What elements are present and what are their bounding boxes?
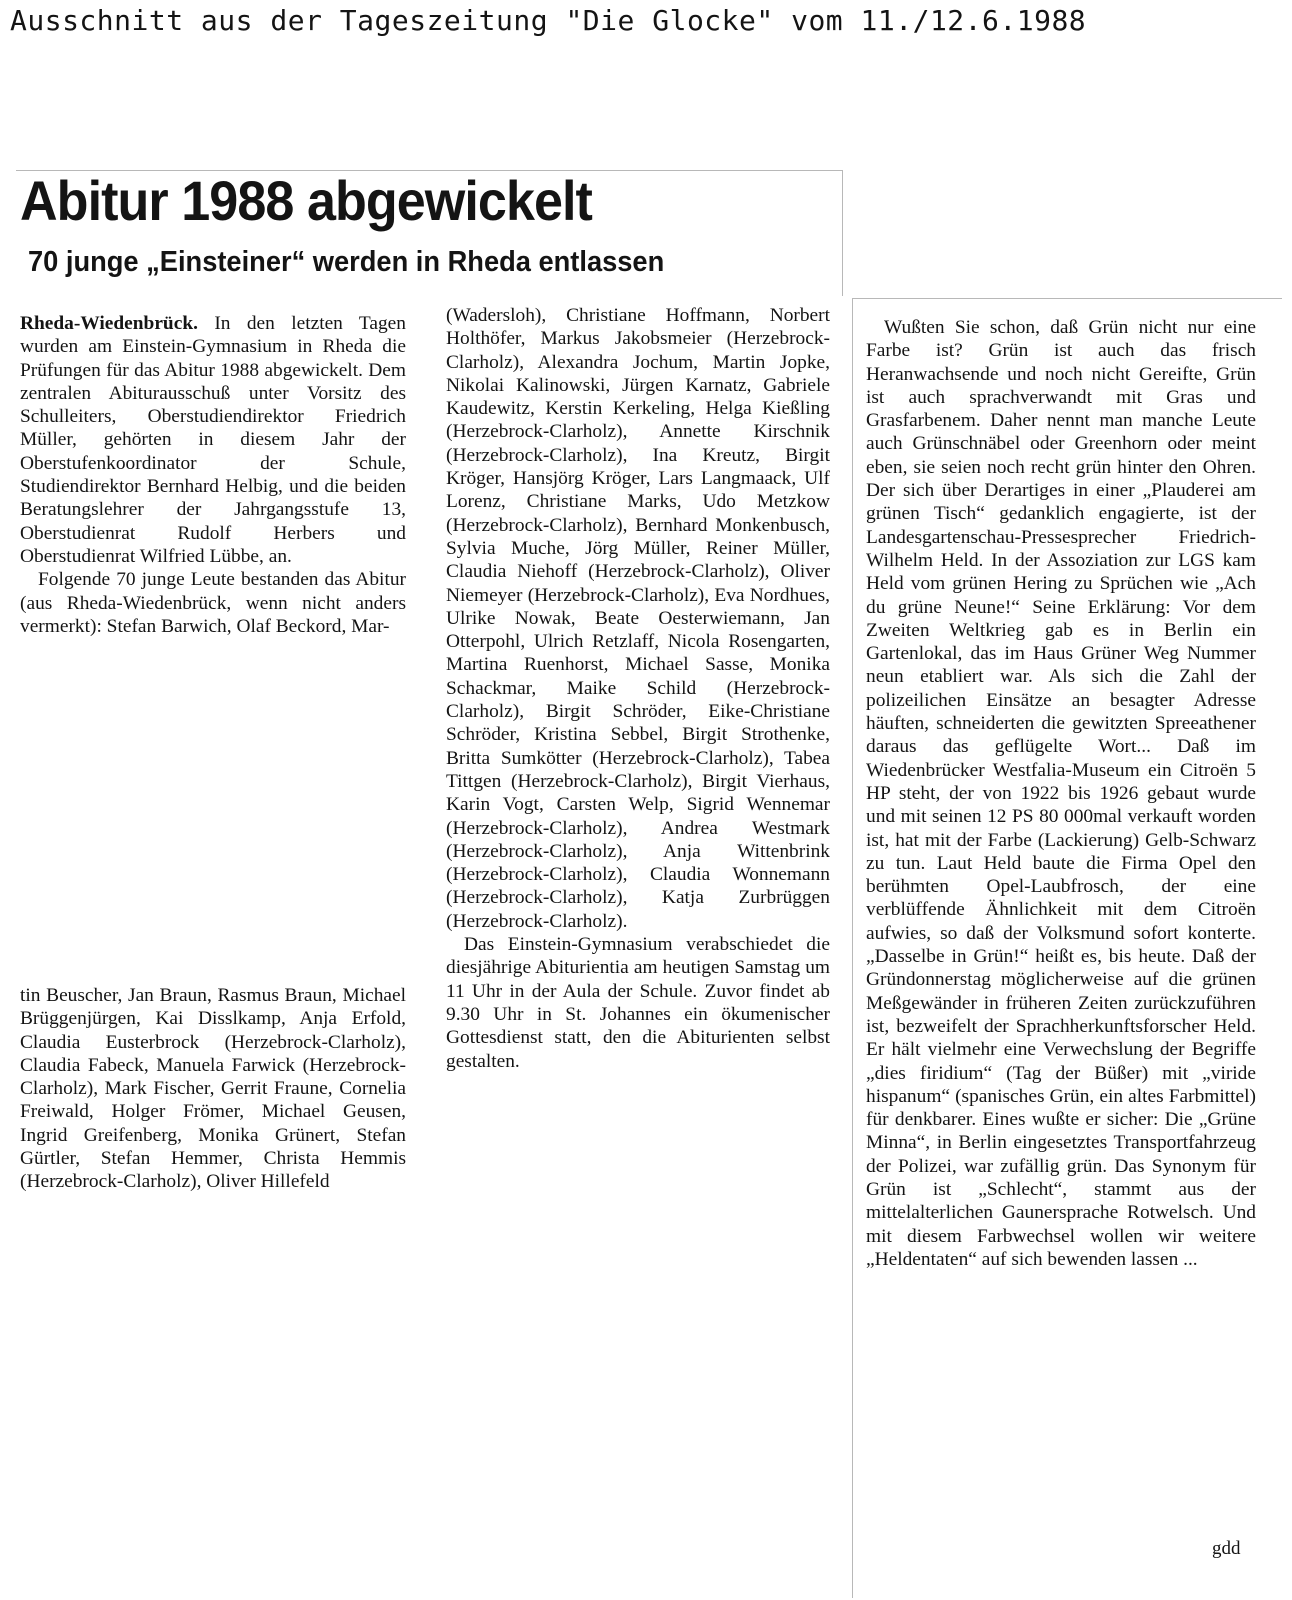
ceremony-paragraph: Das Einstein-Gymnasium verabschiedet die diesjährige Abiturientia am heutigen Samstag um 11 Uhr in der Aula der Schule. Zuvor findet ab 9.30 Uhr in St. Johannes ein ökumenischer Gottesdienst statt, den die Abiturienten selbst gestalten. <box>446 934 830 1072</box>
headline: Abitur 1988 abgewickelt <box>20 169 592 232</box>
sidebar-frame-top <box>852 298 1282 299</box>
intro-text: In den letzten Tagen wurden am Einstein-Gymnasium in Rheda die Prüfungen für das Abitur 1988 abgewickelt. Dem zentralen Abiturausschuß unter Vorsitz des Schulleiters, Oberstudiendirektor Friedrich Müller, gehörten in diesem Jahr der Oberstufenkoordinator der Schule, Studiendirektor Bernhard Helbig, und die beiden Beratungslehrer der Jahrgangsstufe 13, Oberstudienrat Rudolf Herbers und Oberstudienrat Wilfried Lübbe, an. <box>20 313 406 567</box>
source-caption: Ausschnitt aus der Tageszeitung "Die Glocke" vom 11./12.6.1988 <box>10 4 1087 37</box>
graduates-list-part-2: (Wadersloh), Christiane Hoffmann, Norbert Holthöfer, Markus Jakobsmeier (Herzebrock-Clarholz), Alexandra Jochum, Martin Jopke, Nikolai Kalinowski, Jürgen Karnatz, Gabriele Kaudewitz, Kerstin Kerkeling, Helga Kießling (Herzebrock-Clarholz), Annette Kirschnik (Herzebrock-Clarholz), Ina Kreutz, Birgit Kröger, Hansjörg Kröger, Lars Langmaack, Ulf Lorenz, Christiane Marks, Udo Metzkow (Herzebrock-Clarholz), Bernhard Monkenbusch, Sylvia Muche, Jörg Müller, Reiner Müller, Claudia Niehoff (Herzebrock-Clarholz), Oliver Niemeyer (Herzebrock-Clarholz), Eva Nordhues, Ulrike Nowak, Beate Oesterwiemann, Jan Otterpohl, Ulrich Retzlaff, Nicola Rosengarten, Martina Ruenhorst, Michael Sasse, Monika Schackmar, Maike Schild (Herzebrock-Clarholz), Birgit Schröder, Eike-Christiane Schröder, Kristina Sebbel, Birgit Strothenke, Britta Sumkötter (Herzebrock-Clarholz), Tabea Tittgen (Herzebrock-Clarholz), Birgit Vierhaus, Karin Vogt, Carsten Welp, Sigrid Wennemar (Herzebrock-Clarholz), Andrea Westmark (Herzebrock-Clarholz), Anja Wittenbrink (Herzebrock-Clarholz), Claudia Wonnemann (Herzebrock-Clarholz), Katja Zurbrüggen (Herzebrock-Clarholz). <box>446 305 830 932</box>
article-intro-paragraph <box>20 312 406 568</box>
subheadline: 70 junge „Einsteiner“ werden in Rheda entlassen <box>28 246 665 278</box>
sidebar-column <box>866 316 1256 1271</box>
article-column-1 <box>20 312 406 638</box>
author-signature: gdd <box>1212 1538 1241 1559</box>
dateline: Rheda-Wiedenbrück. <box>20 313 198 334</box>
clipping-frame-right <box>842 170 843 296</box>
article-column-2 <box>446 304 830 1073</box>
article-column-1-continued <box>20 984 406 1194</box>
sidebar-text: Wußten Sie schon, daß Grün nicht nur eine Farbe ist? Grün ist auch das frisch Heranwachsende und noch nicht Gereifte, Grün ist auch sprachverwandt mit Gras und Grasfarbenem. Daher nennt man manche Leute auch Grünschnäbel oder Greenhorn oder meint eben, sie seien noch recht grün hinter den Ohren. Der sich über Derartiges in einer „Plauderei am grünen Tisch“ gedanklich engagierte, ist der Landesgartenschau-Pressesprecher Friedrich-Wilhelm Held. In der Assoziation zur LGS kam Held vom grünen Hering zu Sprüchen wie „Ach du grüne Neune!“ Seine Erklärung: Vor dem Zweiten Weltkrieg gab es in Berlin ein Gartenlokal, das im Haus Grüner Weg Nummer neun etabliert war. Als sich die Zahl der polizeilichen Einsätze an besagter Adresse häuften, schneiderten die gewitzten Spreeathener daraus das geflügelte Wort... Daß im Wiedenbrücker Westfalia-Museum ein Citroën 5 HP steht, der von 1922 bis 1926 gebaut wurde und mit seinen 12 PS 80 000mal verkauft worden ist, hat mit der Farbe (Lackierung) Gelb-Schwarz zu tun. Laut Held baute die Firma Opel den berühmten Opel-Laubfrosch, der eine verblüffende Ähnlichkeit mit dem Citroën aufwies, so daß der Volksmund sofort konterte. „Dasselbe in Grün!“ heißt es, bis heute. Daß der Gründonnerstag möglicherweise auf die grünen Meßgewänder in früheren Zeiten zurückzuführen ist, bezweifelt der Sprachherkunftsforscher Held. Er hält vielmehr eine Verwechslung der Begriffe „dies firidium“ (Tag der Büßer) mit „viride hispanum“ (spanisches Grün, ein altes Farbmittel) für denkbarer. Eines wußte er sicher: Die „Grüne Minna“, in Berlin eingesetztes Transportfahrzeug der Polizei, war zufällig grün. Das Synonym für Grün ist „Schlecht“, stammt aus der mittelalterlichen Gaunersprache Rotwelsch. Und mit diesem Farbwechsel wollen wir weitere „Heldentaten“ auf sich bewenden lassen ... <box>866 317 1256 1270</box>
graduates-intro-paragraph: Folgende 70 junge Leute bestanden das Abitur (aus Rheda-Wiedenbrück, wenn nicht anders vermerkt): Stefan Barwich, Olaf Beckord, Mar- <box>20 569 406 637</box>
sidebar-frame-left <box>852 298 853 1598</box>
graduates-list-part-1: tin Beuscher, Jan Braun, Rasmus Braun, Michael Brüggenjürgen, Kai Disslkamp, Anja Erfold, Claudia Eusterbrock (Herzebrock-Clarholz), Claudia Fabeck, Manuela Farwick (Herzebrock-Clarholz), Mark Fischer, Gerrit Fraune, Cornelia Freiwald, Holger Frömer, Michael Geusen, Ingrid Greifenberg, Monika Grünert, Stefan Gürtler, Stefan Hemmer, Christa Hemmis (Herzebrock-Clarholz), Oliver Hillefeld <box>20 985 406 1193</box>
